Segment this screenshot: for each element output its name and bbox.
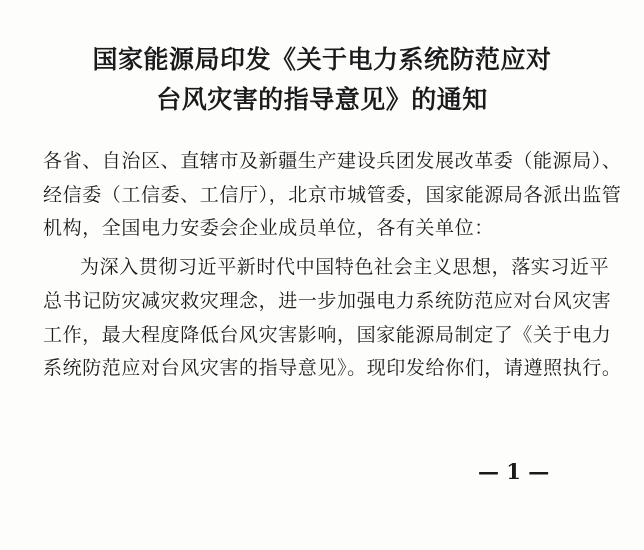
addressee-line-3: 机构，全国电力安委会企业成员单位，各有关单位： xyxy=(43,217,494,239)
document-title-line-1: 国家能源局印发《关于电力系统防范应对 xyxy=(92,45,552,74)
body-line-4: 系统防范应对台风灾害的指导意见》。现印发给你们，请遵照执行。 xyxy=(43,357,622,379)
body-line-3: 工作，最大程度降低台风灾害影响，国家能源局制定了《关于电力 xyxy=(43,324,612,346)
body-line-2: 总书记防灾减灾救灾理念，进一步加强电力系统防范应对台风灾害 xyxy=(43,290,612,312)
addressee-line-1: 各省、自治区、直辖市及新疆生产建设兵团发展改革委（能源局）、 xyxy=(43,150,622,172)
addressee-line-2: 经信委（工信委、工信厅），北京市城管委，国家能源局各派出监管 xyxy=(43,184,622,206)
body-line-1: 为深入贯彻习近平新时代中国特色社会主义思想，落实习近平 xyxy=(80,256,610,278)
page-number: — 1 — xyxy=(478,459,550,484)
document-title-line-2: 台风灾害的指导意见》的通知 xyxy=(156,85,488,114)
